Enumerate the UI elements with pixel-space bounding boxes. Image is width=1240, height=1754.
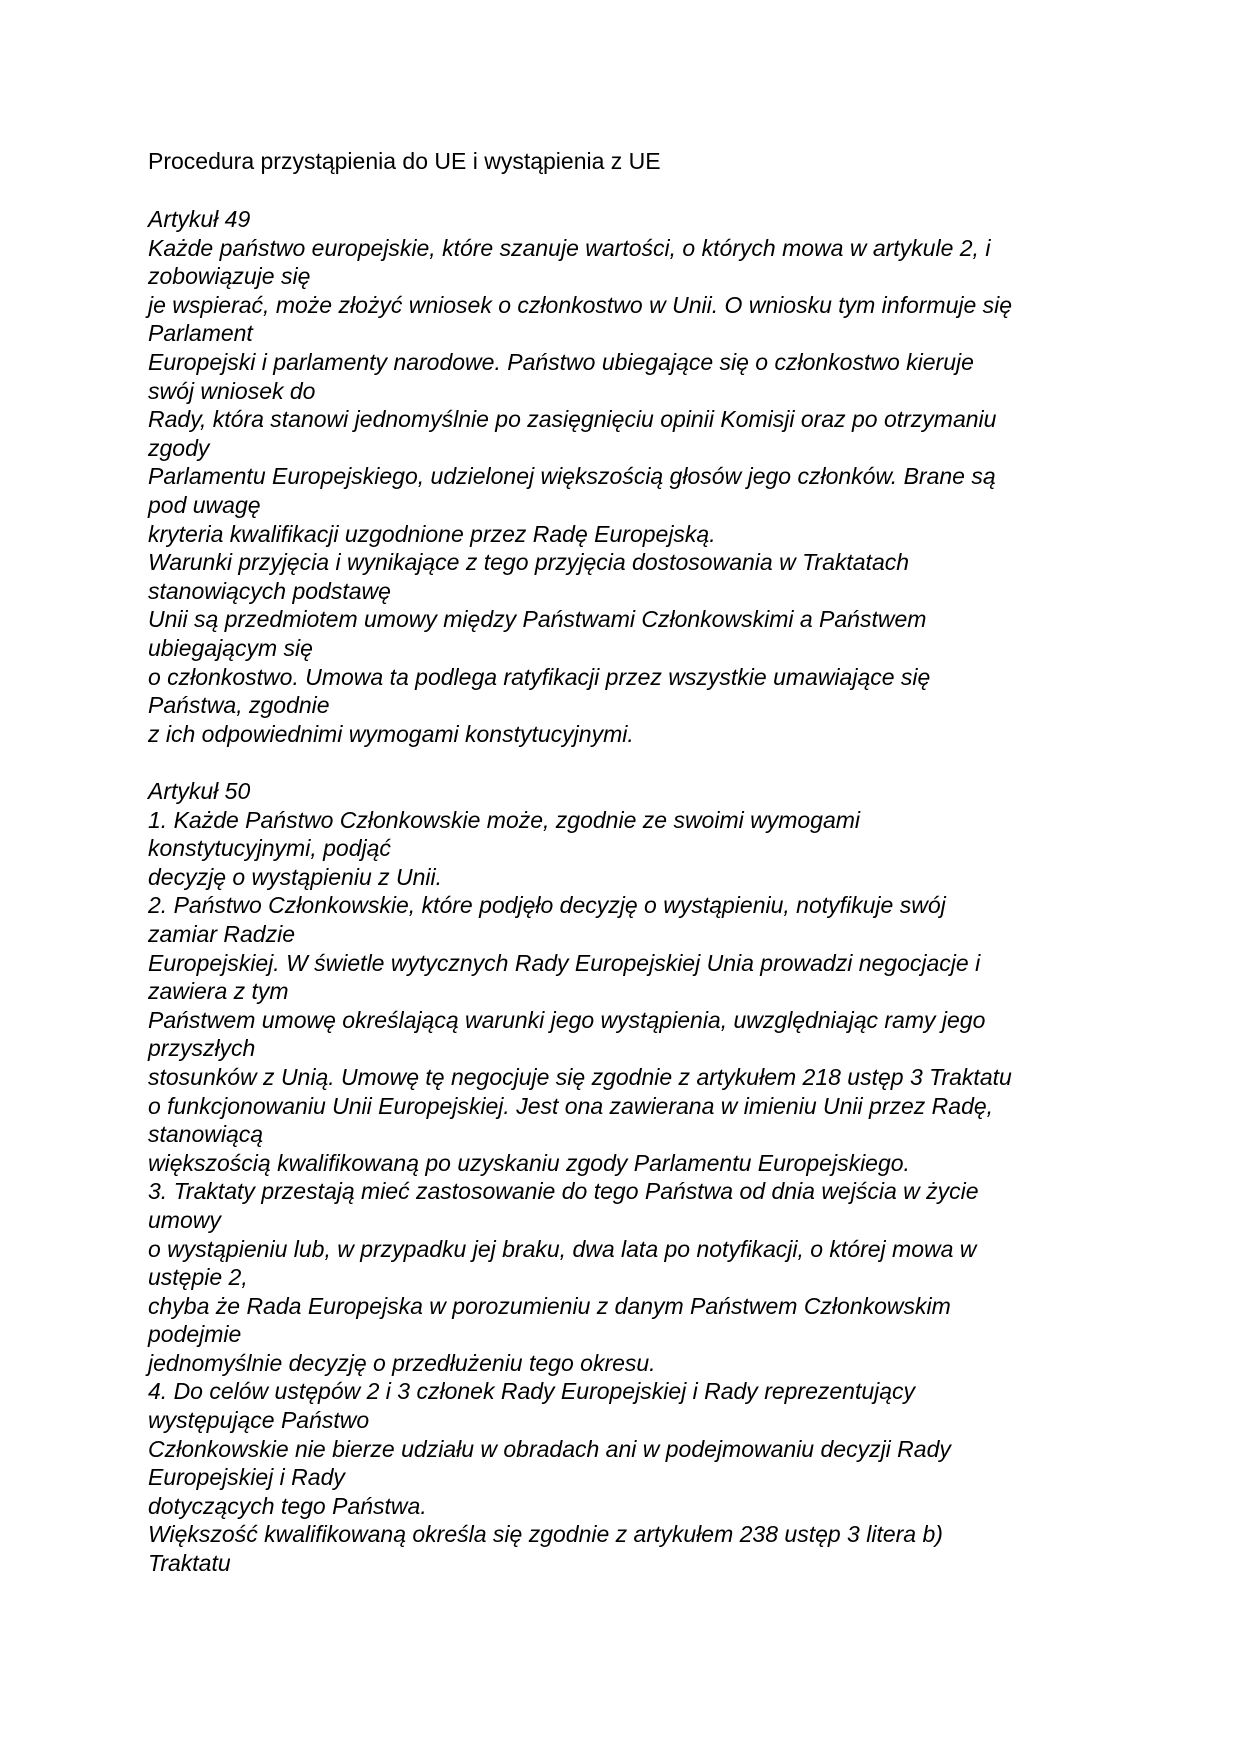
article-line: decyzję o wystąpieniu z Unii.	[148, 863, 443, 890]
article-line: podejmie	[148, 1321, 242, 1348]
article-line: dotyczących tego Państwa.	[148, 1492, 427, 1519]
article-line: Członkowskie nie bierze udziału w obradach ani w podejmowaniu decyzji Rady	[148, 1435, 951, 1462]
article-line: ustępie 2,	[148, 1264, 248, 1291]
article-50	[148, 777, 1108, 1578]
article-49	[148, 205, 1108, 748]
article-line: Europejskiej. W świetle wytycznych Rady Europejskiej Unia prowadzi negocjacje i	[148, 949, 981, 976]
article-line: o wystąpieniu lub, w przypadku jej braku, dwa lata po notyfikacji, o której mowa w	[148, 1235, 977, 1262]
article-line: stanowiących podstawę	[148, 577, 391, 604]
article-line: stosunków z Unią. Umowę tę negocjuje się zgodnie z artykułem 218 ustęp 3 Traktatu	[148, 1063, 1012, 1090]
article-line: Większość kwalifikowaną określa się zgodnie z artykułem 238 ustęp 3 litera b)	[148, 1521, 943, 1548]
document-title: Procedura przystąpienia do UE i wystąpienia z UE	[148, 148, 661, 174]
article-line: z ich odpowiednimi wymogami konstytucyjnymi.	[148, 720, 634, 747]
article-line: zamiar Radzie	[148, 920, 295, 947]
article-line: Parlamentu Europejskiego, udzielonej większością głosów jego członków. Brane są	[148, 463, 996, 490]
article-line: umowy	[148, 1206, 221, 1233]
article-heading: Artykuł 49	[148, 206, 251, 232]
article-line: o funkcjonowaniu Unii Europejskiej. Jest ona zawierana w imieniu Unii przez Radę,	[148, 1092, 994, 1119]
article-line: 4. Do celów ustępów 2 i 3 członek Rady Europejskiej i Rady reprezentujący	[148, 1378, 916, 1405]
article-heading: Artykuł 50	[148, 778, 251, 804]
article-line: Unii są przedmiotem umowy między Państwami Członkowskimi a Państwem	[148, 606, 927, 633]
article-line: pod uwagę	[148, 491, 261, 518]
article-line: Każde państwo europejskie, które szanuje wartości, o których mowa w artykule 2, i	[148, 234, 991, 261]
article-line: chyba że Rada Europejska w porozumieniu z danym Państwem Członkowskim	[148, 1292, 951, 1319]
article-line: zgody	[148, 434, 210, 461]
article-line: występujące Państwo	[148, 1407, 370, 1434]
article-line: Parlament	[148, 320, 253, 347]
article-line: 3. Traktaty przestają mieć zastosowanie do tego Państwa od dnia wejścia w życie	[148, 1178, 979, 1205]
article-line: swój wniosek do	[148, 377, 316, 404]
article-line: Państwem umowę określającą warunki jego wystąpienia, uwzględniając ramy jego	[148, 1006, 986, 1033]
article-line: przyszłych	[148, 1035, 256, 1062]
article-line: Państwa, zgodnie	[148, 692, 330, 719]
article-line: jednomyślnie decyzję o przedłużeniu tego okresu.	[148, 1349, 656, 1376]
article-line: zawiera z tym	[148, 978, 289, 1005]
article-line: je wspierać, może złożyć wniosek o członkostwo w Unii. O wniosku tym informuje się	[148, 291, 1013, 318]
article-line: 1. Każde Państwo Członkowskie może, zgodnie ze swoimi wymogami	[148, 806, 861, 833]
article-line: o członkostwo. Umowa ta podlega ratyfikacji przez wszystkie umawiające się	[148, 663, 931, 690]
article-line: Europejskiej i Rady	[148, 1464, 345, 1491]
article-line: zobowiązuje się	[148, 263, 311, 290]
article-line: większością kwalifikowaną po uzyskaniu zgody Parlamentu Europejskiego.	[148, 1149, 910, 1176]
article-line: konstytucyjnymi, podjąć	[148, 835, 391, 862]
article-line: 2. Państwo Członkowskie, które podjęło decyzję o wystąpieniu, notyfikuje swój	[148, 892, 946, 919]
article-line: ubiegającym się	[148, 634, 313, 661]
article-line: Europejski i parlamenty narodowe. Państwo ubiegające się o członkostwo kieruje	[148, 348, 974, 375]
article-line: Rady, która stanowi jednomyślnie po zasięgnięciu opinii Komisji oraz po otrzymaniu	[148, 406, 997, 433]
article-line: kryteria kwalifikacji uzgodnione przez Radę Europejską.	[148, 520, 716, 547]
article-line: stanowiącą	[148, 1121, 264, 1148]
article-line: Traktatu	[148, 1550, 231, 1577]
article-line: Warunki przyjęcia i wynikające z tego przyjęcia dostosowania w Traktatach	[148, 549, 910, 576]
